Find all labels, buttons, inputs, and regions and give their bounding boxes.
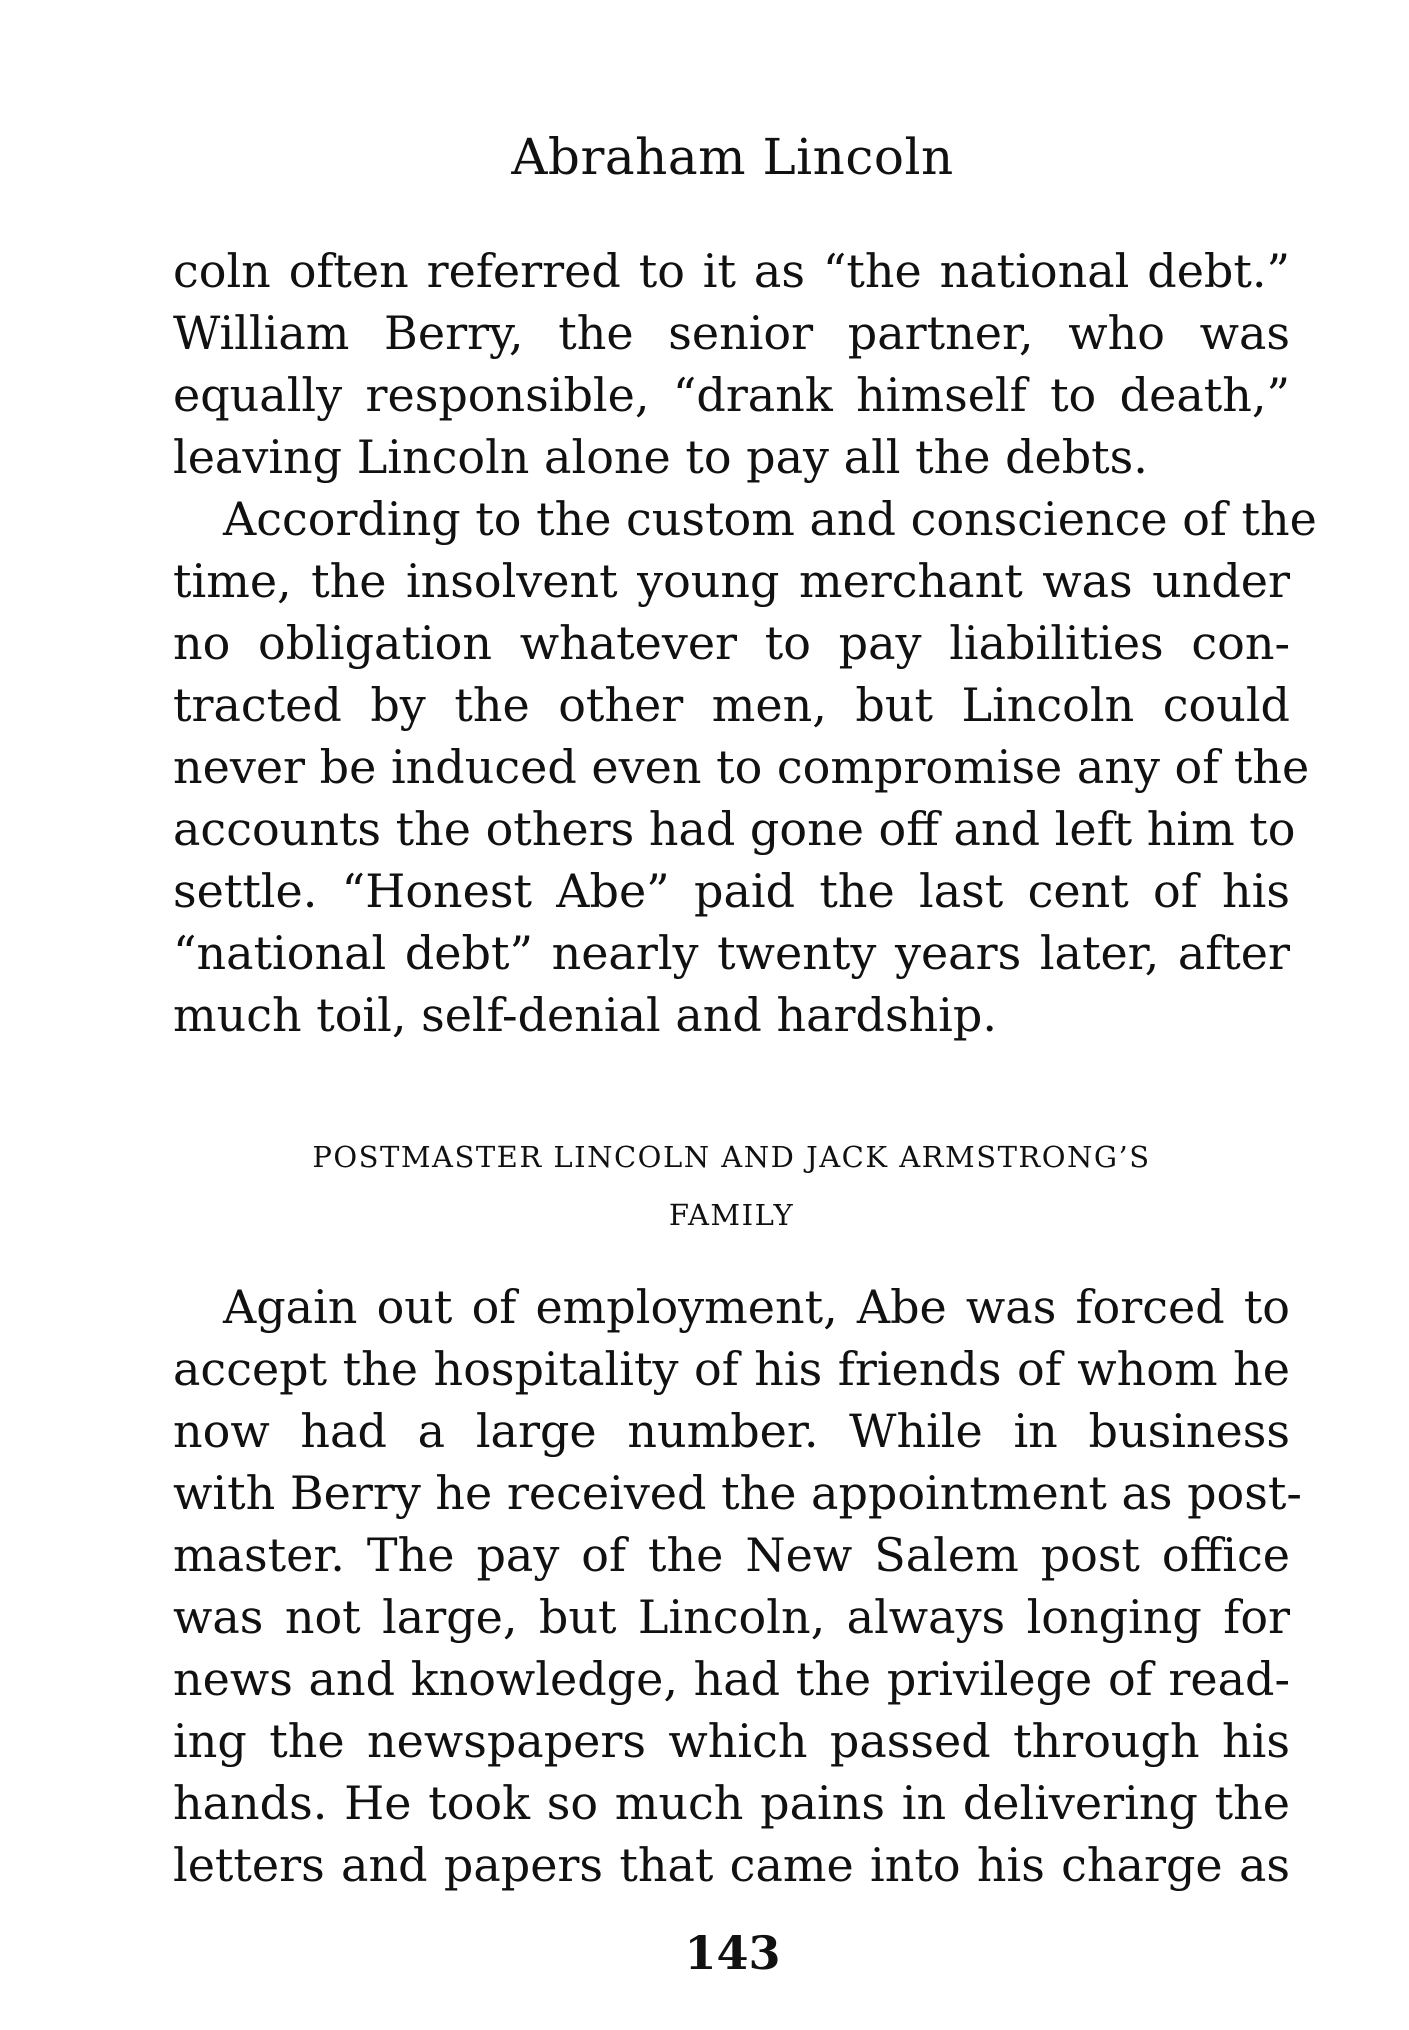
text-line: much toil, self-denial and hardship. [173, 988, 997, 1042]
text-line: leaving Lincoln alone to pay all the debts. [173, 430, 1148, 484]
text-line: equally responsible, “drank himself to death,” [173, 368, 1290, 422]
section-heading-line: FAMILY [668, 1198, 795, 1232]
text-line: never be induced even to compromise any of the [173, 740, 1310, 794]
text-line: accept the hospitality of his friends of whom he [173, 1342, 1290, 1396]
text-line: was not large, but Lincoln, always longing for [173, 1590, 1290, 1644]
text-line: tracted by the other men, but Lincoln could [173, 678, 1290, 732]
section-heading [173, 1128, 1290, 1244]
body-text-top [173, 240, 1317, 1046]
text-line: accounts the others had gone off and left him to [173, 802, 1296, 856]
text-line: “national debt” nearly twenty years later, after [173, 926, 1290, 980]
text-line: with Berry he received the appointment as post- [173, 1466, 1302, 1520]
text-line: William Berry, the senior partner, who was [173, 306, 1290, 360]
text-line: coln often referred to it as “the national debt.” [173, 244, 1290, 298]
text-line: settle. “Honest Abe” paid the last cent of his [173, 864, 1290, 918]
text-line: master. The pay of the New Salem post office [173, 1528, 1290, 1582]
text-line: time, the insolvent young merchant was under [173, 554, 1290, 608]
text-line: news and knowledge, had the privilege of read- [173, 1652, 1290, 1706]
page-number: 143 [684, 1926, 781, 1980]
text-line: Again out of employment, Abe was forced to [223, 1280, 1290, 1334]
text-line: now had a large number. While in business [173, 1404, 1290, 1458]
body-text-bottom [173, 1276, 1302, 1896]
text-line: ing the newspapers which passed through his [173, 1714, 1290, 1768]
text-line: hands. He took so much pains in delivering the [173, 1776, 1290, 1830]
text-line: According to the custom and conscience of the [223, 492, 1317, 546]
text-line: no obligation whatever to pay liabilities con- [173, 616, 1290, 670]
section-heading-line: POSTMASTER LINCOLN AND JACK ARMSTRONG’S [312, 1140, 1151, 1174]
text-line: letters and papers that came into his charge as [173, 1838, 1290, 1892]
running-head: Abraham Lincoln [511, 128, 954, 186]
